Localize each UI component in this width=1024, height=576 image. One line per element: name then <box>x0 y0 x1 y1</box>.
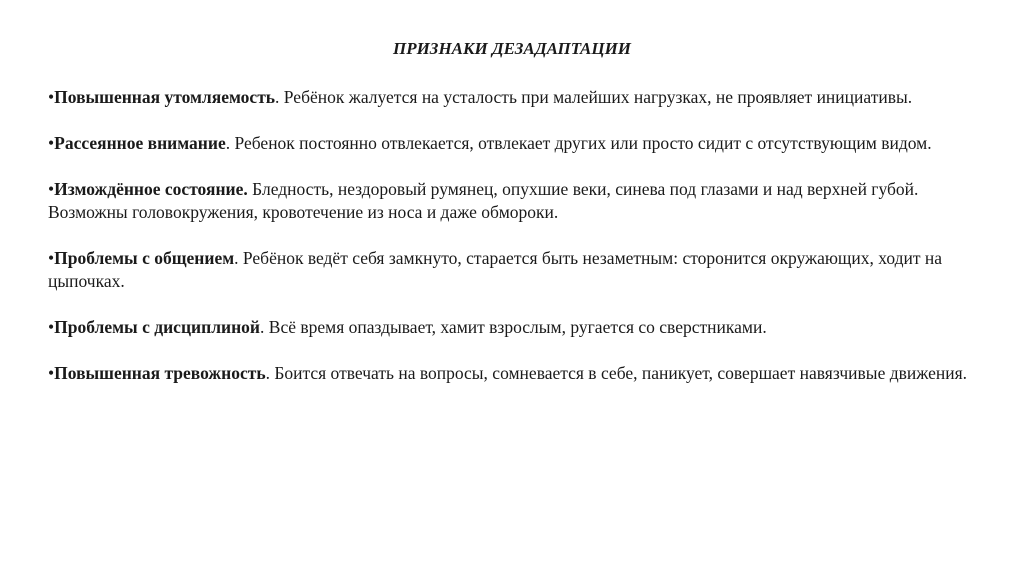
item-text: Бледность, нездоровый румянец, опухшие веки, синева под глазами и над верхней губой. Возможны головокружения, кровотечение из носа и даже обмороки. <box>48 179 919 222</box>
list-item <box>48 316 988 339</box>
list-item <box>48 362 988 385</box>
item-term: Рассеянное внимание <box>54 133 226 153</box>
item-term: Повышенная тревожность <box>54 363 266 383</box>
bullet: • <box>48 317 55 337</box>
bullet: • <box>48 179 55 199</box>
bullet: • <box>48 133 55 153</box>
item-term: Измождённое состояние. <box>54 179 248 199</box>
bullet: • <box>48 248 55 268</box>
list-item <box>48 132 988 155</box>
list-item <box>48 247 988 293</box>
item-text: . Ребёнок жалуется на усталость при малейших нагрузках, не проявляет инициативы. <box>275 87 913 107</box>
bullet: • <box>48 363 55 383</box>
item-text: . Ребенок постоянно отвлекается, отвлекает других или просто сидит с отсутствующим видом. <box>225 133 932 153</box>
item-term: Проблемы с дисциплиной <box>54 317 261 337</box>
item-text: . Всё время опаздывает, хамит взрослым, ругается со сверстниками. <box>260 317 767 337</box>
item-term: Повышенная утомляемость <box>54 87 276 107</box>
list-item <box>48 86 988 109</box>
slide-title: ПРИЗНАКИ ДЕЗАДАПТАЦИИ <box>392 39 632 58</box>
list-item <box>48 178 988 224</box>
signs-list <box>48 86 988 408</box>
item-text: . Боится отвечать на вопросы, сомневается в себе, паникует, совершает навязчивые движения. <box>265 363 968 383</box>
bullet: • <box>48 87 55 107</box>
item-term: Проблемы с общением <box>54 248 235 268</box>
item-text: . Ребёнок ведёт себя замкнуто, старается быть незаметным: сторонится окружающих, ходит на цыпочках. <box>48 248 943 291</box>
